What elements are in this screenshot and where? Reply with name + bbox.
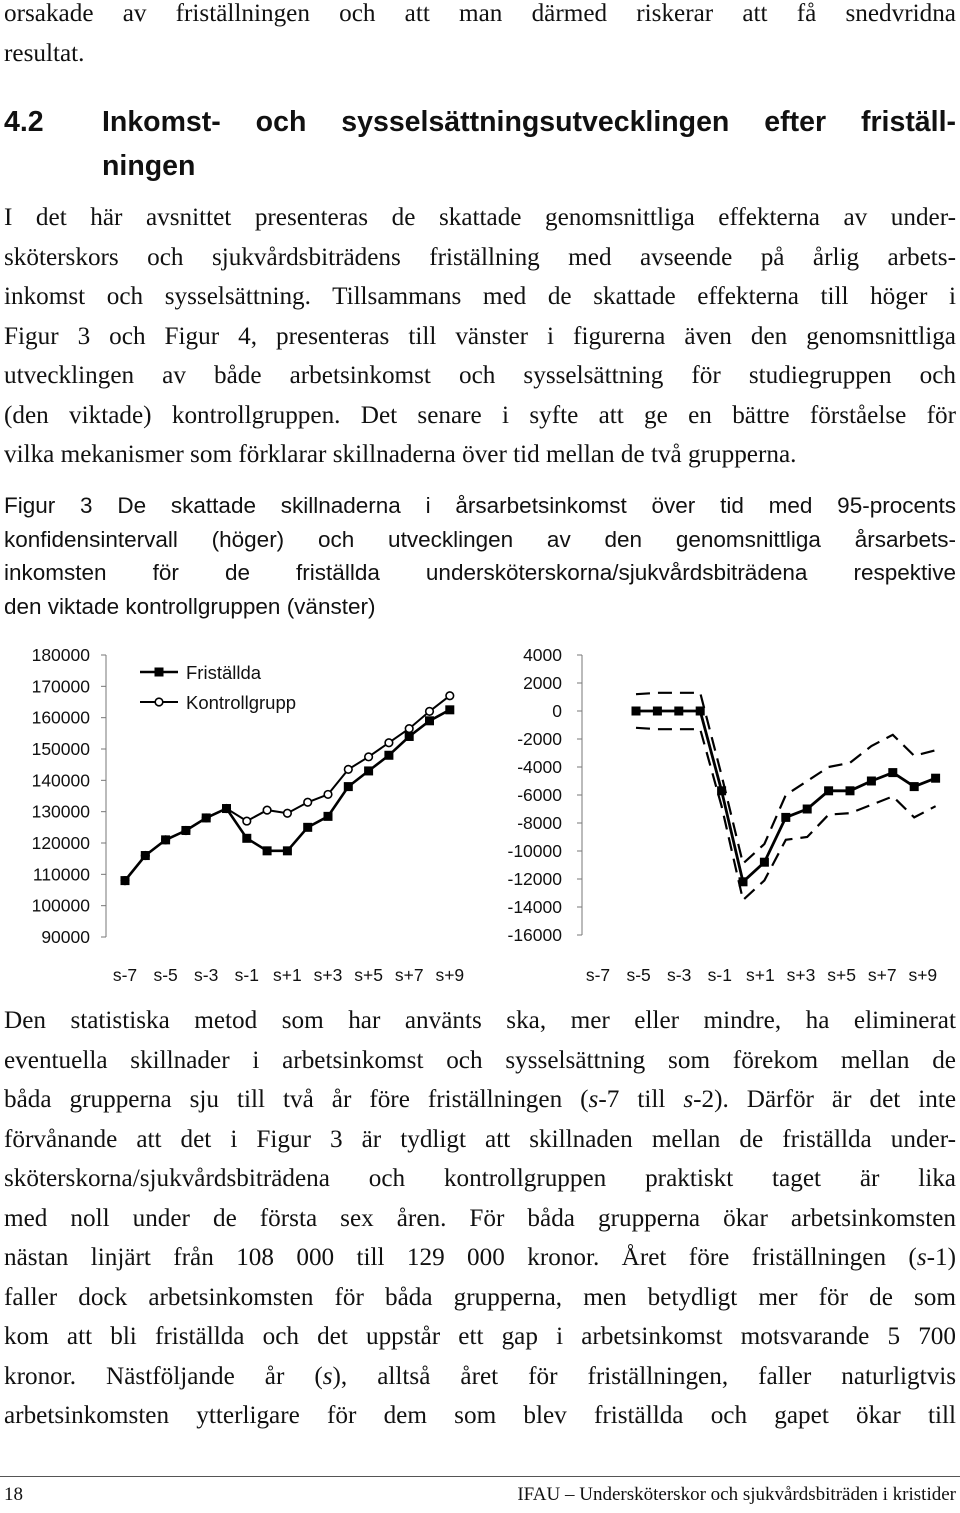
x-tick-label: s+3	[786, 965, 816, 985]
data-point-friställda	[121, 876, 130, 885]
legend-label-kontrollgrupp: Kontrollgrupp	[186, 692, 297, 713]
section-number: 4.2	[4, 106, 44, 138]
x-tick-label: s-5	[626, 965, 651, 985]
data-point-estimate	[867, 777, 876, 786]
data-point-estimate	[824, 786, 833, 795]
x-tick-label: s+1	[746, 965, 775, 985]
page-footer	[0, 1476, 960, 1513]
y-tick-label: 180000	[31, 645, 90, 665]
data-point-estimate	[781, 813, 790, 822]
y-tick-label: 140000	[31, 770, 90, 791]
x-tick-label: s-7	[112, 965, 138, 985]
body-paragraph	[4, 198, 956, 475]
data-point-friställda	[283, 846, 292, 855]
data-point-friställda	[445, 705, 454, 714]
data-point-friställda	[425, 716, 434, 725]
y-tick-label: -16000	[507, 925, 562, 945]
data-point-kontrollgrupp	[324, 791, 332, 799]
text-line: sköterskorna/sjukvårdsbiträdena och kontrollgruppen praktiskt taget är lika	[4, 1165, 956, 1192]
data-point-friställda	[202, 813, 211, 822]
text-line: utvecklingen av både arbetsinkomst och sysselsättning för studiegruppen och	[4, 362, 956, 389]
caption-line: konfidensintervall (höger) och utvecklingen av den genomsnittliga årsarbets-	[4, 526, 956, 552]
text-line: faller dock arbetsinkomsten för båda grupperna, men betydligt mer för de som	[4, 1283, 956, 1311]
legend-marker-kontrollgrupp	[155, 698, 163, 706]
text-line: förvånande att det i Figur 3 är tydligt att skillnaden mellan de friställda under-	[4, 1125, 956, 1153]
y-tick-label: 0	[552, 701, 562, 721]
y-tick-label: 2000	[523, 673, 562, 693]
y-tick-label: 160000	[31, 707, 90, 728]
y-tick-label: -2000	[517, 729, 562, 749]
text-line: med noll under de första sex åren. För båda grupperna ökar arbetsinkomsten	[4, 1204, 956, 1232]
page-number: 18	[4, 1484, 23, 1505]
x-tick-label: s-3	[667, 965, 692, 985]
confidence-line-upper	[636, 693, 936, 864]
x-tick-label: s-7	[585, 965, 611, 985]
x-tick-label: s+3	[313, 965, 343, 985]
y-tick-label: -6000	[517, 785, 562, 805]
data-point-friställda	[141, 851, 150, 860]
x-tick-label: s+9	[435, 965, 465, 985]
text-line: vilka mekanismer som förklarar skillnaderna över tid mellan de två grupperna.	[4, 441, 797, 468]
x-tick-label: s+7	[867, 965, 897, 985]
intro-paragraph	[4, 0, 956, 73]
data-point-friställda	[364, 766, 373, 775]
data-point-kontrollgrupp	[263, 806, 271, 814]
data-point-friställda	[181, 826, 190, 835]
legend-label-friställda: Friställda	[186, 662, 262, 683]
data-point-estimate	[931, 774, 940, 783]
data-point-estimate	[846, 786, 855, 795]
data-point-estimate	[632, 707, 641, 716]
data-point-kontrollgrupp	[345, 766, 353, 774]
y-tick-label: 100000	[31, 895, 90, 916]
data-point-kontrollgrupp	[243, 817, 251, 825]
text-line: kronor. Nästföljande år (s), alltså året för friställningen, faller naturligtvis	[4, 1362, 956, 1390]
x-tick-label: s+1	[273, 965, 302, 985]
y-tick-label: 150000	[31, 739, 90, 759]
data-point-kontrollgrupp	[446, 692, 454, 700]
data-point-estimate	[803, 805, 812, 814]
y-tick-label: -12000	[507, 869, 562, 889]
y-tick-label: -10000	[507, 841, 562, 861]
text-line: resultat.	[4, 39, 85, 67]
footer-rule	[0, 1476, 960, 1477]
estimated-difference-chart	[480, 630, 960, 990]
text-line: arbetsinkomsten ytterligare för dem som blev friställda och gapet ökar till	[4, 1402, 956, 1429]
x-tick-label: s-5	[153, 965, 178, 985]
y-tick-label: 4000	[523, 645, 562, 665]
data-point-kontrollgrupp	[365, 753, 373, 761]
x-tick-label: s-3	[194, 965, 219, 985]
data-point-estimate	[760, 858, 769, 867]
text-line: båda grupperna sju till två år före friställningen (s-7 till s-2). Därför är det inte	[4, 1086, 957, 1113]
y-tick-label: 170000	[31, 676, 90, 697]
text-line: inkomst och sysselsättning. Tillsammans med de skattade effekterna till höger i	[4, 283, 956, 310]
data-point-friställda	[405, 732, 414, 741]
body-paragraph	[4, 1001, 956, 1436]
text-line: (den viktade) kontrollgruppen. Det senare i syfte att ge en bättre förståelse för	[4, 401, 956, 429]
caption-line: inkomsten för de friställda undersköterskorna/sjukvårdsbiträdena respektive	[4, 560, 956, 585]
data-point-friställda	[263, 846, 272, 855]
text-line: orsakade av friställningen och att man därmed riskerar att få snedvridna	[4, 0, 956, 27]
x-tick-label: s+7	[394, 965, 424, 985]
caption-line: Figur 3 De skattade skillnaderna i årsarbetsinkomst över tid med 95-procents	[4, 493, 956, 518]
x-tick-label: s-1	[707, 965, 732, 985]
y-tick-label: 120000	[31, 833, 90, 853]
y-tick-label: -4000	[517, 757, 562, 777]
data-point-kontrollgrupp	[385, 739, 393, 747]
data-point-kontrollgrupp	[284, 809, 292, 817]
data-point-kontrollgrupp	[304, 798, 312, 806]
text-line: I det här avsnittet presenteras de skattade genomsnittliga effekterna av under-	[4, 204, 956, 231]
text-line: Den statistiska metod som har använts ska, mer eller mindre, ha eliminerat	[4, 1007, 956, 1034]
text-line: sköterskors och sjukvårdsbiträdens friställning med avseende på årlig arbets-	[4, 243, 956, 271]
x-tick-label: s+5	[827, 965, 856, 985]
data-point-friställda	[242, 834, 251, 843]
running-title: IFAU – Undersköterskor och sjukvårdsbiträden i kristider	[517, 1484, 956, 1505]
data-point-friställda	[344, 782, 353, 791]
y-tick-label: -14000	[507, 897, 562, 917]
data-point-friställda	[222, 804, 231, 813]
data-point-friställda	[324, 812, 333, 821]
data-point-estimate	[674, 707, 683, 716]
text-line: eventuella skillnader i arbetsinkomst och sysselsättning som förekom mellan de	[4, 1046, 956, 1074]
x-tick-label: s+5	[354, 965, 383, 985]
text-line: nästan linjärt från 108 000 till 129 000 kronor. Året före friställningen (s-1)	[4, 1244, 956, 1271]
y-tick-label: 130000	[31, 801, 90, 822]
data-point-friställda	[384, 751, 393, 760]
y-tick-label: -8000	[517, 813, 562, 833]
y-tick-label: 90000	[41, 927, 90, 947]
data-point-friställda	[303, 823, 312, 832]
data-point-estimate	[910, 782, 919, 791]
data-point-kontrollgrupp	[426, 708, 434, 716]
legend-marker-friställda	[155, 668, 164, 677]
y-tick-label: 110000	[32, 864, 90, 885]
section-title-line: ningen	[102, 150, 196, 182]
text-line: Figur 3 och Figur 4, presenteras till vänster i figurerna även den genomsnittliga	[4, 322, 956, 350]
x-tick-label: s-1	[234, 965, 259, 985]
data-point-estimate	[653, 707, 662, 716]
income-development-chart	[0, 630, 480, 990]
data-point-kontrollgrupp	[405, 725, 413, 733]
data-point-estimate	[888, 768, 897, 777]
caption-line: den viktade kontrollgruppen (vänster)	[4, 593, 376, 619]
text-line: kom att bli friställda och det uppstår ett gap i arbetsinkomst motsvarande 5 700	[4, 1323, 956, 1350]
figure-caption	[4, 489, 956, 623]
data-point-friställda	[161, 835, 170, 844]
x-tick-label: s+9	[908, 965, 938, 985]
section-title-line: Inkomst- och sysselsättningsutvecklingen efter friställ-	[102, 106, 956, 138]
